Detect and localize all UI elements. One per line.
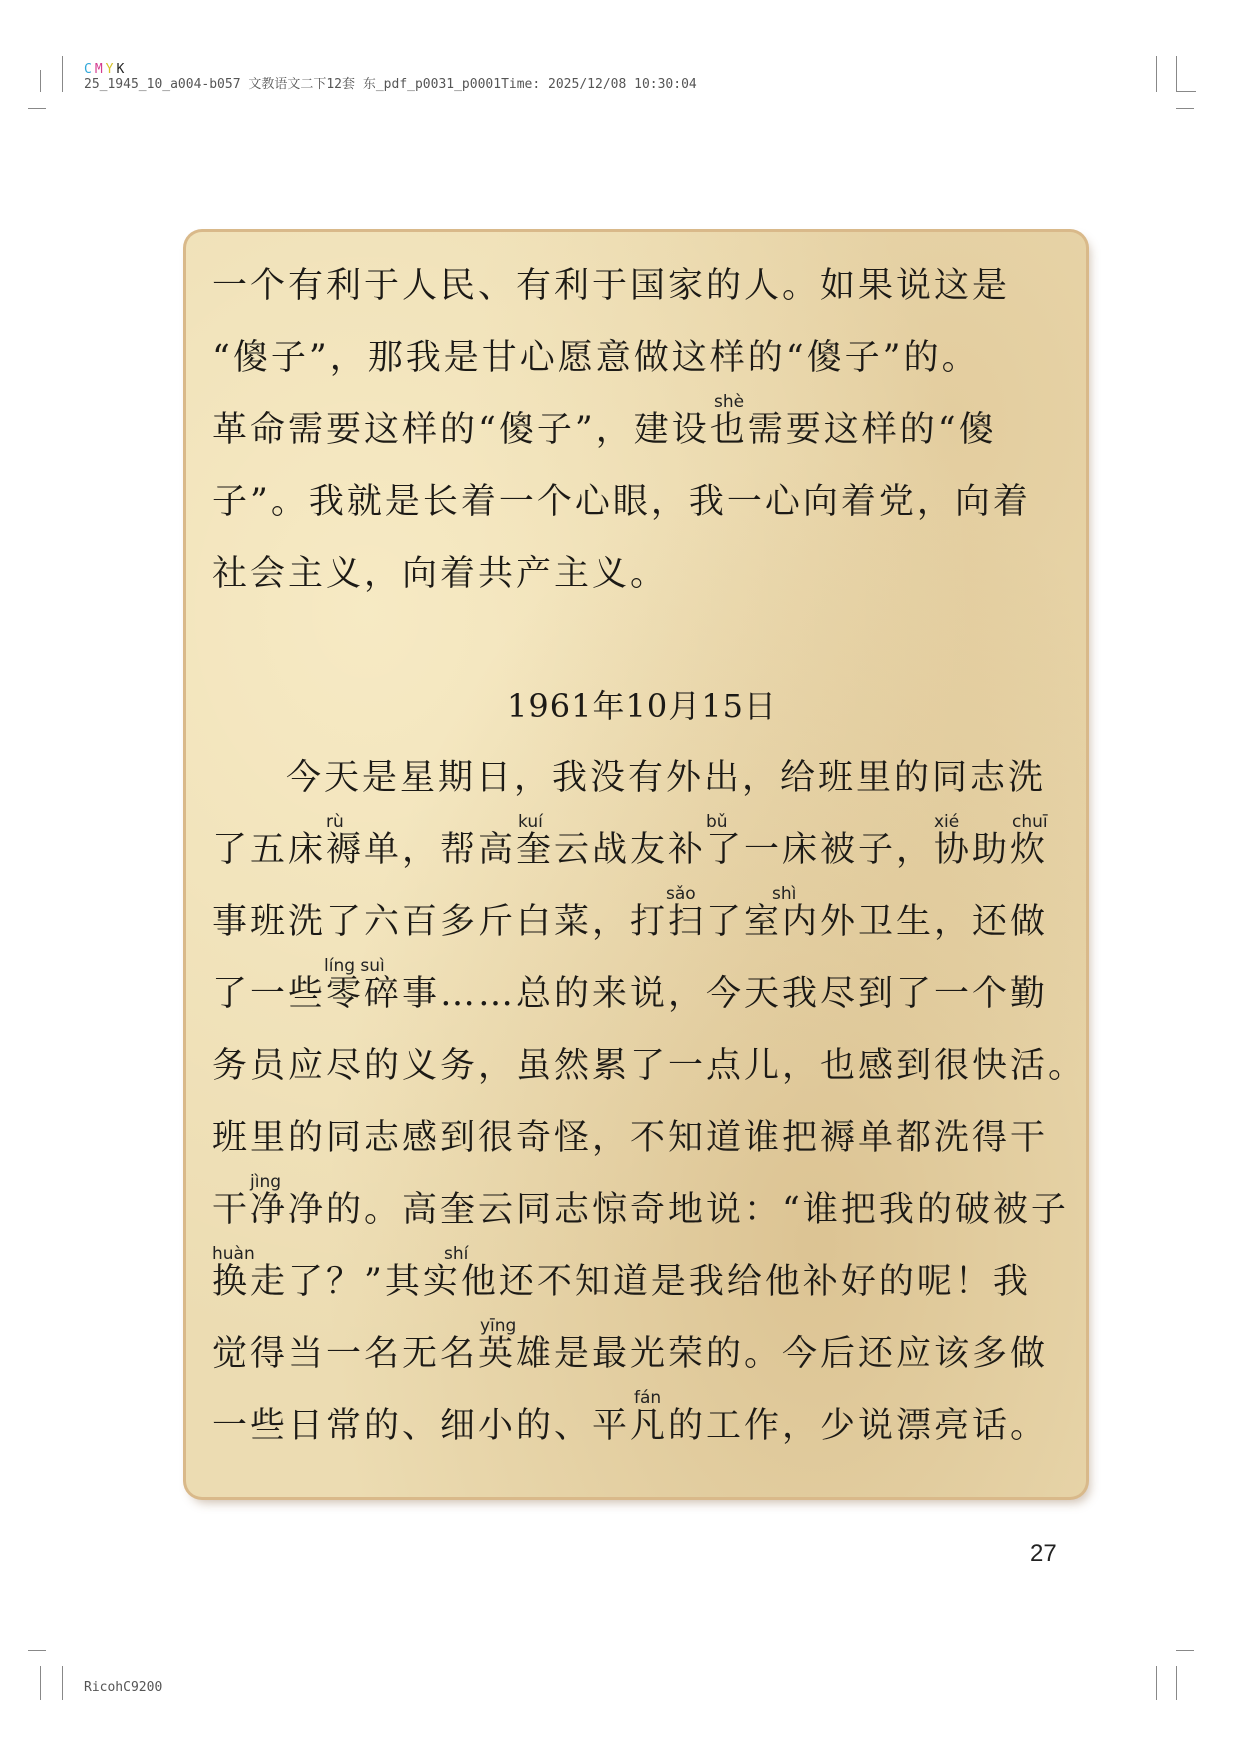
crop-mark <box>1176 108 1194 109</box>
crop-mark <box>40 1666 41 1700</box>
pinyin-xie: xié <box>934 812 960 832</box>
text-line-2: “傻子”，那我是甘心愿意做这样的“傻子”的。 <box>212 338 980 378</box>
crop-mark <box>1176 56 1177 92</box>
pinyin-ling-sui: líng suì <box>324 956 385 976</box>
print-job-line: 25_1945_10_a004-b057 文教语文二下12套 东_pdf_p0031_p0001Time: 2025/12/08 10:30:04 <box>84 77 697 92</box>
diary-text <box>212 250 1087 1462</box>
crop-mark <box>1176 1650 1194 1651</box>
pinyin-huan: huàn <box>212 1244 255 1264</box>
text-line-3: shè 革命需要这样的“傻子”，建设也需要这样的“傻 <box>212 392 997 450</box>
text-line-1: 一个有利于人民、有利于国家的人。如果说这是 <box>212 266 1011 306</box>
pinyin-fan: fán <box>634 1388 662 1408</box>
pinyin-she: shè <box>714 392 745 412</box>
text-line-8: sǎo shì 事班洗了六百多斤白菜，打扫了室内外卫生，还做 <box>212 884 1049 942</box>
crop-mark <box>28 108 46 109</box>
pinyin-shi-room: shì <box>772 884 797 904</box>
text-line-9: líng suì 了一些零碎事……总的来说，今天我尽到了一个勤 <box>212 956 1049 1014</box>
cmyk-marks <box>84 62 697 77</box>
cmyk-k: K <box>116 62 125 77</box>
printer-label: RicohC9200 <box>84 1680 163 1695</box>
print-header <box>84 62 697 92</box>
crop-mark <box>1176 1666 1177 1700</box>
crop-mark <box>62 56 63 92</box>
text-line-4: 子”。我就是长着一个心眼，我一心向着党，向着 <box>212 482 1031 522</box>
text-line-12: jìng 干净净的。高奎云同志惊奇地说：“谁把我的破被子 <box>212 1172 1069 1230</box>
crop-mark <box>28 1650 46 1651</box>
page-number: 27 <box>1030 1540 1057 1567</box>
pinyin-shi-real: shí <box>444 1244 469 1264</box>
crop-mark <box>40 70 41 92</box>
pinyin-kui: kuí <box>518 812 543 832</box>
pinyin-sao: sǎo <box>666 884 696 904</box>
pinyin-chui: chuī <box>1012 812 1048 832</box>
text-line-13: huàn shí 换走了？”其实他还不知道是我给他补好的呢！我 <box>212 1244 1031 1302</box>
cmyk-m: M <box>94 62 103 77</box>
crop-mark <box>62 1666 63 1700</box>
pinyin-ying: yīng <box>480 1316 517 1336</box>
text-line-15: fán 一些日常的、细小的、平凡的工作，少说漂亮话。 <box>212 1388 1049 1446</box>
crop-mark <box>1156 56 1157 92</box>
pinyin-bu: bǔ <box>706 812 728 832</box>
pinyin-ru: rù <box>326 812 344 832</box>
date-heading: 1961年10月15日 <box>507 687 777 725</box>
text-line-6: 今天是星期日，我没有外出，给班里的同志洗 <box>286 758 1047 798</box>
text-line-5: 社会主义，向着共产主义。 <box>212 554 669 594</box>
crop-mark <box>1176 91 1196 92</box>
cmyk-c: C <box>84 62 92 77</box>
text-line-7: rù kuí bǔ xié chuī 了五床褥单，帮高奎云战友补了一床被子，协助炊 <box>212 812 1049 870</box>
text-line-14: yīng 觉得当一名无名英雄是最光荣的。今后还应该多做 <box>212 1316 1049 1374</box>
text-line-10: 务员应尽的义务，虽然累了一点儿，也感到很快活。 <box>212 1046 1087 1086</box>
pinyin-jing: jìng <box>250 1172 282 1192</box>
text-line-11: 班里的同志感到很奇怪，不知道谁把褥单都洗得干 <box>212 1118 1049 1158</box>
crop-mark <box>1156 1666 1157 1700</box>
cmyk-y: Y <box>105 62 114 77</box>
